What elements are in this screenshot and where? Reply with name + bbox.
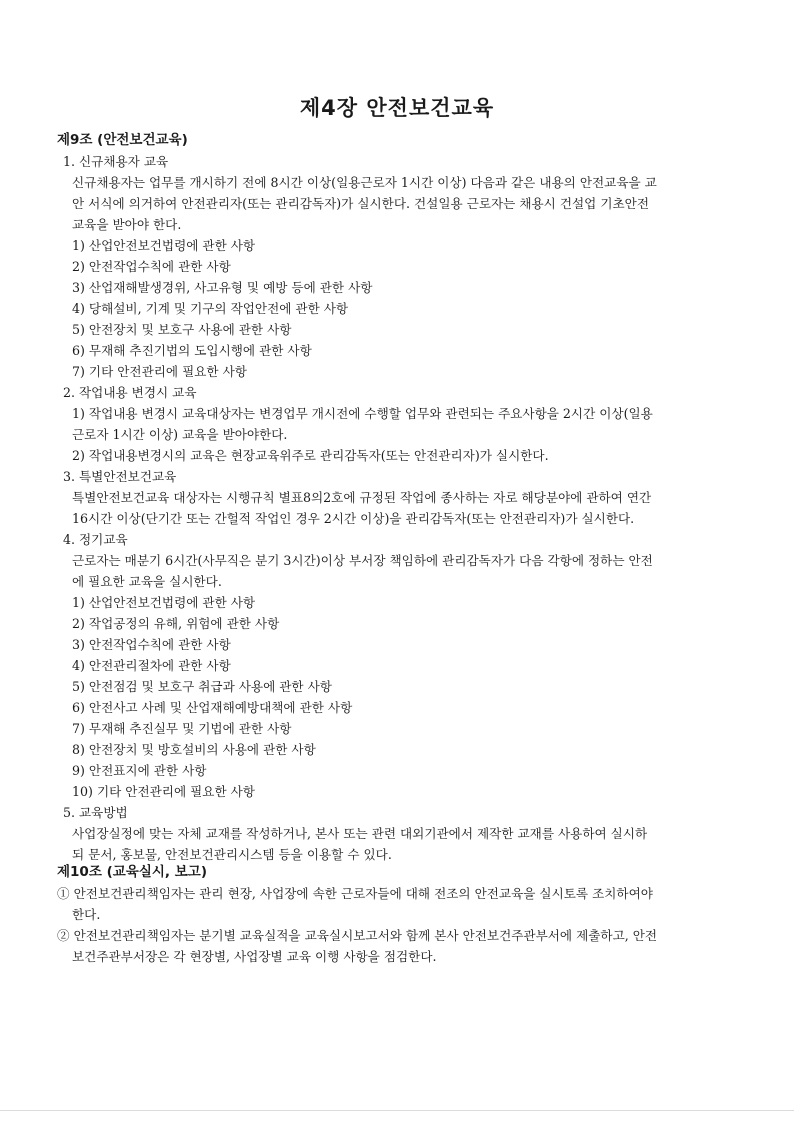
section-5-body-line: 되 문서, 홍보물, 안전보건관리시스템 등을 이용할 수 있다. xyxy=(72,847,392,862)
paragraph-2-line: ② 안전보건관리책임자는 분기별 교육실적을 교육실시보고서와 함께 본사 안전보건주관부서에 제출하고, 안전 xyxy=(57,928,658,943)
scan-edge-rule xyxy=(0,1110,794,1111)
section-3-body-line: 특별안전보건교육 대상자는 시행규칙 별표8의2호에 규정된 작업에 종사하는 자로 해당분야에 관하여 연간 xyxy=(72,490,652,505)
section-2-line: 2) 작업내용변경시의 교육은 현장교육위주로 관리감독자(또는 안전관리자)가 실시한다. xyxy=(72,448,549,463)
section-4-body-line: 에 필요한 교육을 실시한다. xyxy=(72,574,222,589)
paragraph-1-line: ① 안전보건관리책임자는 관리 현장, 사업장에 속한 근로자들에 대해 전조의 안전교육을 실시토록 조치하여야 xyxy=(57,886,653,901)
article-10-heading: 제10조 (교육실시, 보고) xyxy=(57,864,207,880)
article-9-heading: 제9조 (안전보건교육) xyxy=(57,132,188,148)
paragraph-1-line: 한다. xyxy=(72,907,101,922)
section-4-body-line: 근로자는 매분기 6시간(사무직은 분기 3시간)이상 부서장 책임하에 관리감독자가 다음 각항에 정하는 안전 xyxy=(72,553,653,568)
section-4-item: 6) 안전사고 사례 및 산업재해예방대책에 관한 사항 xyxy=(72,700,353,715)
section-1-item: 6) 무재해 추진기법의 도입시행에 관한 사항 xyxy=(72,343,312,358)
section-4-item: 2) 작업공정의 유해, 위험에 관한 사항 xyxy=(72,616,280,631)
paragraph-2-line: 보건주관부서장은 각 현장별, 사업장별 교육 이행 사항을 점검한다. xyxy=(72,949,437,964)
section-2-line: 1) 작업내용 변경시 교육대상자는 변경업무 개시전에 수행할 업무와 관련되는 주요사항을 2시간 이상(일용 xyxy=(72,406,653,421)
section-4-item: 1) 산업안전보건법령에 관한 사항 xyxy=(72,595,256,610)
section-1-item: 3) 산업재해발생경위, 사고유형 및 예방 등에 관한 사항 xyxy=(72,280,373,295)
section-3-heading: 3. 특별안전보건교육 xyxy=(63,469,177,484)
section-2-line: 근로자 1시간 이상) 교육을 받아야한다. xyxy=(72,427,288,442)
section-4-item: 9) 안전표지에 관한 사항 xyxy=(72,763,207,778)
section-5-heading: 5. 교육방법 xyxy=(63,805,128,820)
section-1-body-line: 교육을 받아야 한다. xyxy=(72,217,182,232)
article-9 xyxy=(57,130,747,865)
section-4-heading: 4. 정기교육 xyxy=(63,532,128,547)
section-5-body-line: 사업장실정에 맞는 자체 교재를 작성하거나, 본사 또는 관련 대외기관에서 제작한 교재를 사용하여 실시하 xyxy=(72,826,648,841)
section-4-item: 7) 무재해 추진실무 및 기법에 관한 사항 xyxy=(72,721,292,736)
section-4-item: 3) 안전작업수칙에 관한 사항 xyxy=(72,637,231,652)
section-1-item: 4) 당해설비, 기계 및 기구의 작업안전에 관한 사항 xyxy=(72,301,349,316)
section-4-item: 8) 안전장치 및 방호설비의 사용에 관한 사항 xyxy=(72,742,316,757)
section-3-body-line: 16시간 이상(단기간 또는 간헐적 작업인 경우 2시간 이상)을 관리감독자(또는 안전관리자)가 실시한다. xyxy=(72,511,635,526)
section-1-body-line: 안 서식에 의거하여 안전관리자(또는 관리감독자)가 실시한다. 건설일용 근로자는 채용시 건설업 기초안전 xyxy=(72,196,649,211)
section-1-item: 5) 안전장치 및 보호구 사용에 관한 사항 xyxy=(72,322,292,337)
section-1-item: 2) 안전작업수칙에 관한 사항 xyxy=(72,259,231,274)
section-2-heading: 2. 작업내용 변경시 교육 xyxy=(63,385,197,400)
section-1-body-line: 신규채용자는 업무를 개시하기 전에 8시간 이상(일용근로자 1시간 이상) 다음과 같은 내용의 안전교육을 교 xyxy=(72,175,657,190)
section-4-item: 5) 안전점검 및 보호구 취급과 사용에 관한 사항 xyxy=(72,679,332,694)
section-1-item: 1) 산업안전보건법령에 관한 사항 xyxy=(72,238,256,253)
chapter-title: 제4장 안전보건교육 xyxy=(299,96,495,120)
article-10 xyxy=(57,862,747,967)
section-4-item: 4) 안전관리절차에 관한 사항 xyxy=(72,658,231,673)
section-4-item: 10) 기타 안전관리에 필요한 사항 xyxy=(72,784,255,799)
section-1-heading: 1. 신규채용자 교육 xyxy=(63,154,169,169)
section-1-item: 7) 기타 안전관리에 필요한 사항 xyxy=(72,364,247,379)
